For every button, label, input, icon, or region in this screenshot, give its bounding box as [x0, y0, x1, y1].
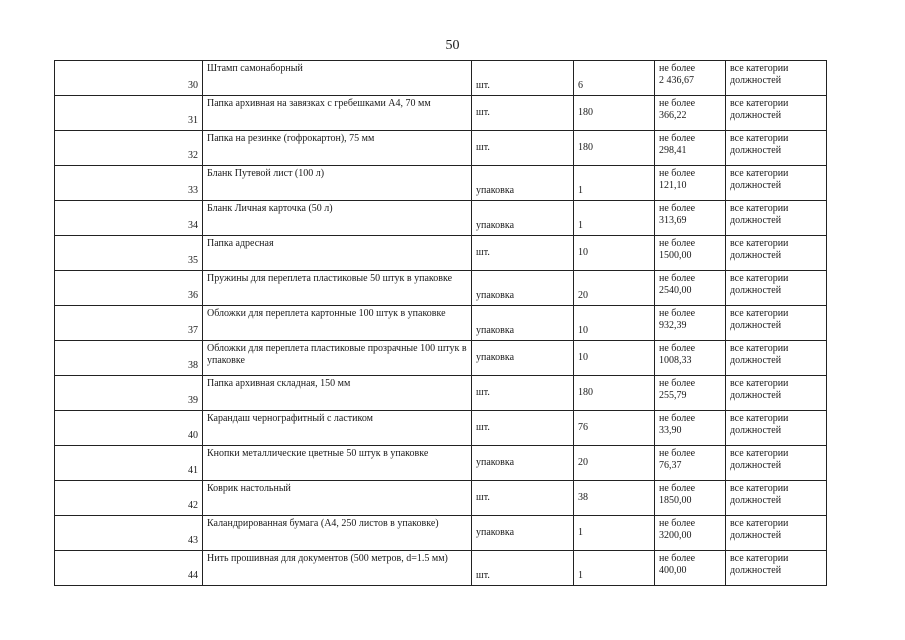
price-value: 1008,33: [659, 355, 692, 366]
price-value: 2 436,67: [659, 75, 694, 86]
item-name: Штамп самонаборный: [203, 61, 472, 96]
row-number: 38: [55, 341, 203, 376]
category-line-1: все категории: [730, 483, 789, 494]
item-name: Папка архивная на завязках с гребешками А4, 70 мм: [203, 96, 472, 131]
category-line-1: все категории: [730, 238, 789, 249]
item-unit: упаковка: [472, 446, 574, 481]
table-row: [55, 411, 827, 446]
category-line-2: должностей: [730, 460, 782, 471]
table-row: [55, 481, 827, 516]
item-name: Папка адресная: [203, 236, 472, 271]
price-label: не более: [659, 518, 696, 529]
row-number: 30: [55, 61, 203, 96]
item-quantity: 1: [574, 516, 655, 551]
price-label: не более: [659, 63, 696, 74]
category-line-1: все категории: [730, 273, 789, 284]
price-value: 400,00: [659, 565, 687, 576]
table-row: [55, 201, 827, 236]
category-line-1: все категории: [730, 98, 789, 109]
item-price: [655, 551, 726, 586]
row-number: 42: [55, 481, 203, 516]
category-line-1: все категории: [730, 378, 789, 389]
price-label: не более: [659, 203, 696, 214]
category-line-2: должностей: [730, 425, 782, 436]
item-unit: шт.: [472, 411, 574, 446]
table-row: [55, 551, 827, 586]
row-number: 31: [55, 96, 203, 131]
table-row: [55, 376, 827, 411]
price-label: не более: [659, 133, 696, 144]
item-category: [726, 166, 827, 201]
table-row: [55, 166, 827, 201]
row-number: 33: [55, 166, 203, 201]
price-label: не более: [659, 273, 696, 284]
item-price: [655, 131, 726, 166]
items-table: [54, 60, 827, 586]
category-line-1: все категории: [730, 448, 789, 459]
price-value: 932,39: [659, 320, 687, 331]
item-unit: упаковка: [472, 306, 574, 341]
category-line-1: все категории: [730, 133, 789, 144]
item-category: [726, 271, 827, 306]
item-price: [655, 201, 726, 236]
row-number: 34: [55, 201, 203, 236]
item-category: [726, 201, 827, 236]
category-line-2: должностей: [730, 110, 782, 121]
category-line-2: должностей: [730, 355, 782, 366]
item-quantity: 10: [574, 236, 655, 271]
category-line-2: должностей: [730, 530, 782, 541]
category-line-1: все категории: [730, 343, 789, 354]
price-value: 255,79: [659, 390, 687, 401]
price-label: не более: [659, 553, 696, 564]
item-category: [726, 96, 827, 131]
price-value: 313,69: [659, 215, 687, 226]
price-label: не более: [659, 308, 696, 319]
price-label: не более: [659, 343, 696, 354]
item-category: [726, 411, 827, 446]
row-number: 40: [55, 411, 203, 446]
category-line-2: должностей: [730, 215, 782, 226]
row-number: 36: [55, 271, 203, 306]
category-line-2: должностей: [730, 145, 782, 156]
item-category: [726, 131, 827, 166]
item-price: [655, 61, 726, 96]
item-category: [726, 236, 827, 271]
item-price: [655, 271, 726, 306]
category-line-2: должностей: [730, 75, 782, 86]
table-row: [55, 271, 827, 306]
row-number: 35: [55, 236, 203, 271]
price-value: 1850,00: [659, 495, 692, 506]
item-category: [726, 551, 827, 586]
row-number: 44: [55, 551, 203, 586]
table-row: [55, 96, 827, 131]
item-price: [655, 411, 726, 446]
table-row: [55, 236, 827, 271]
item-quantity: 1: [574, 201, 655, 236]
item-price: [655, 306, 726, 341]
table-row: [55, 341, 827, 376]
price-value: 33,90: [659, 425, 682, 436]
price-label: не более: [659, 168, 696, 179]
price-value: 76,37: [659, 460, 682, 471]
category-line-1: все категории: [730, 308, 789, 319]
item-unit: шт.: [472, 236, 574, 271]
item-unit: упаковка: [472, 166, 574, 201]
category-line-2: должностей: [730, 180, 782, 191]
item-name: Карандаш чернографитный с ластиком: [203, 411, 472, 446]
row-number: 32: [55, 131, 203, 166]
item-quantity: 10: [574, 306, 655, 341]
price-label: не более: [659, 98, 696, 109]
price-value: 121,10: [659, 180, 687, 191]
item-quantity: 180: [574, 96, 655, 131]
item-name: Обложки для переплета пластиковые прозрачные 100 штук в упаковке: [203, 341, 472, 376]
page-number: 50: [445, 38, 460, 53]
category-line-2: должностей: [730, 495, 782, 506]
item-name: Папка на резинке (гофрокартон), 75 мм: [203, 131, 472, 166]
item-quantity: 38: [574, 481, 655, 516]
item-category: [726, 481, 827, 516]
item-unit: шт.: [472, 481, 574, 516]
item-unit: упаковка: [472, 341, 574, 376]
item-price: [655, 341, 726, 376]
item-name: Бланк Личная карточка (50 л): [203, 201, 472, 236]
item-name: Папка архивная складная, 150 мм: [203, 376, 472, 411]
item-quantity: 1: [574, 551, 655, 586]
row-number: 41: [55, 446, 203, 481]
table-row: [55, 446, 827, 481]
table-row: [55, 306, 827, 341]
category-line-1: все категории: [730, 518, 789, 529]
category-line-2: должностей: [730, 320, 782, 331]
item-name: Коврик настольный: [203, 481, 472, 516]
item-unit: упаковка: [472, 271, 574, 306]
row-number: 37: [55, 306, 203, 341]
price-value: 2540,00: [659, 285, 692, 296]
category-line-1: все категории: [730, 553, 789, 564]
item-category: [726, 306, 827, 341]
item-category: [726, 516, 827, 551]
item-unit: шт.: [472, 376, 574, 411]
item-price: [655, 236, 726, 271]
category-line-2: должностей: [730, 285, 782, 296]
category-line-2: должностей: [730, 250, 782, 261]
item-quantity: 20: [574, 446, 655, 481]
item-unit: шт.: [472, 96, 574, 131]
item-unit: упаковка: [472, 516, 574, 551]
item-name: Кнопки металлические цветные 50 штук в упаковке: [203, 446, 472, 481]
price-label: не более: [659, 413, 696, 424]
item-name: Обложки для переплета картонные 100 штук в упаковке: [203, 306, 472, 341]
item-name: Каландрированная бумага (А4, 250 листов в упаковке): [203, 516, 472, 551]
item-name: Пружины для переплета пластиковые 50 штук в упаковке: [203, 271, 472, 306]
item-quantity: 76: [574, 411, 655, 446]
price-value: 3200,00: [659, 530, 692, 541]
price-label: не более: [659, 448, 696, 459]
item-quantity: 180: [574, 131, 655, 166]
price-value: 1500,00: [659, 250, 692, 261]
item-category: [726, 341, 827, 376]
item-unit: шт.: [472, 61, 574, 96]
item-category: [726, 61, 827, 96]
price-label: не более: [659, 378, 696, 389]
item-category: [726, 376, 827, 411]
item-name: Нить прошивная для документов (500 метров, d=1.5 мм): [203, 551, 472, 586]
item-price: [655, 96, 726, 131]
price-label: не более: [659, 483, 696, 494]
row-number: 39: [55, 376, 203, 411]
table-row: [55, 516, 827, 551]
item-quantity: 1: [574, 166, 655, 201]
price-value: 366,22: [659, 110, 687, 121]
item-quantity: 20: [574, 271, 655, 306]
item-name: Бланк Путевой лист (100 л): [203, 166, 472, 201]
item-price: [655, 446, 726, 481]
category-line-2: должностей: [730, 390, 782, 401]
item-quantity: 10: [574, 341, 655, 376]
price-label: не более: [659, 238, 696, 249]
category-line-2: должностей: [730, 565, 782, 576]
item-quantity: 6: [574, 61, 655, 96]
item-price: [655, 481, 726, 516]
item-unit: упаковка: [472, 201, 574, 236]
row-number: 43: [55, 516, 203, 551]
item-unit: шт.: [472, 551, 574, 586]
item-category: [726, 446, 827, 481]
table-row: [55, 61, 827, 96]
category-line-1: все категории: [730, 203, 789, 214]
item-price: [655, 166, 726, 201]
items-table-body: [55, 61, 827, 586]
category-line-1: все категории: [730, 63, 789, 74]
price-value: 298,41: [659, 145, 687, 156]
item-price: [655, 516, 726, 551]
item-unit: шт.: [472, 131, 574, 166]
item-quantity: 180: [574, 376, 655, 411]
category-line-1: все категории: [730, 413, 789, 424]
category-line-1: все категории: [730, 168, 789, 179]
item-price: [655, 376, 726, 411]
table-row: [55, 131, 827, 166]
